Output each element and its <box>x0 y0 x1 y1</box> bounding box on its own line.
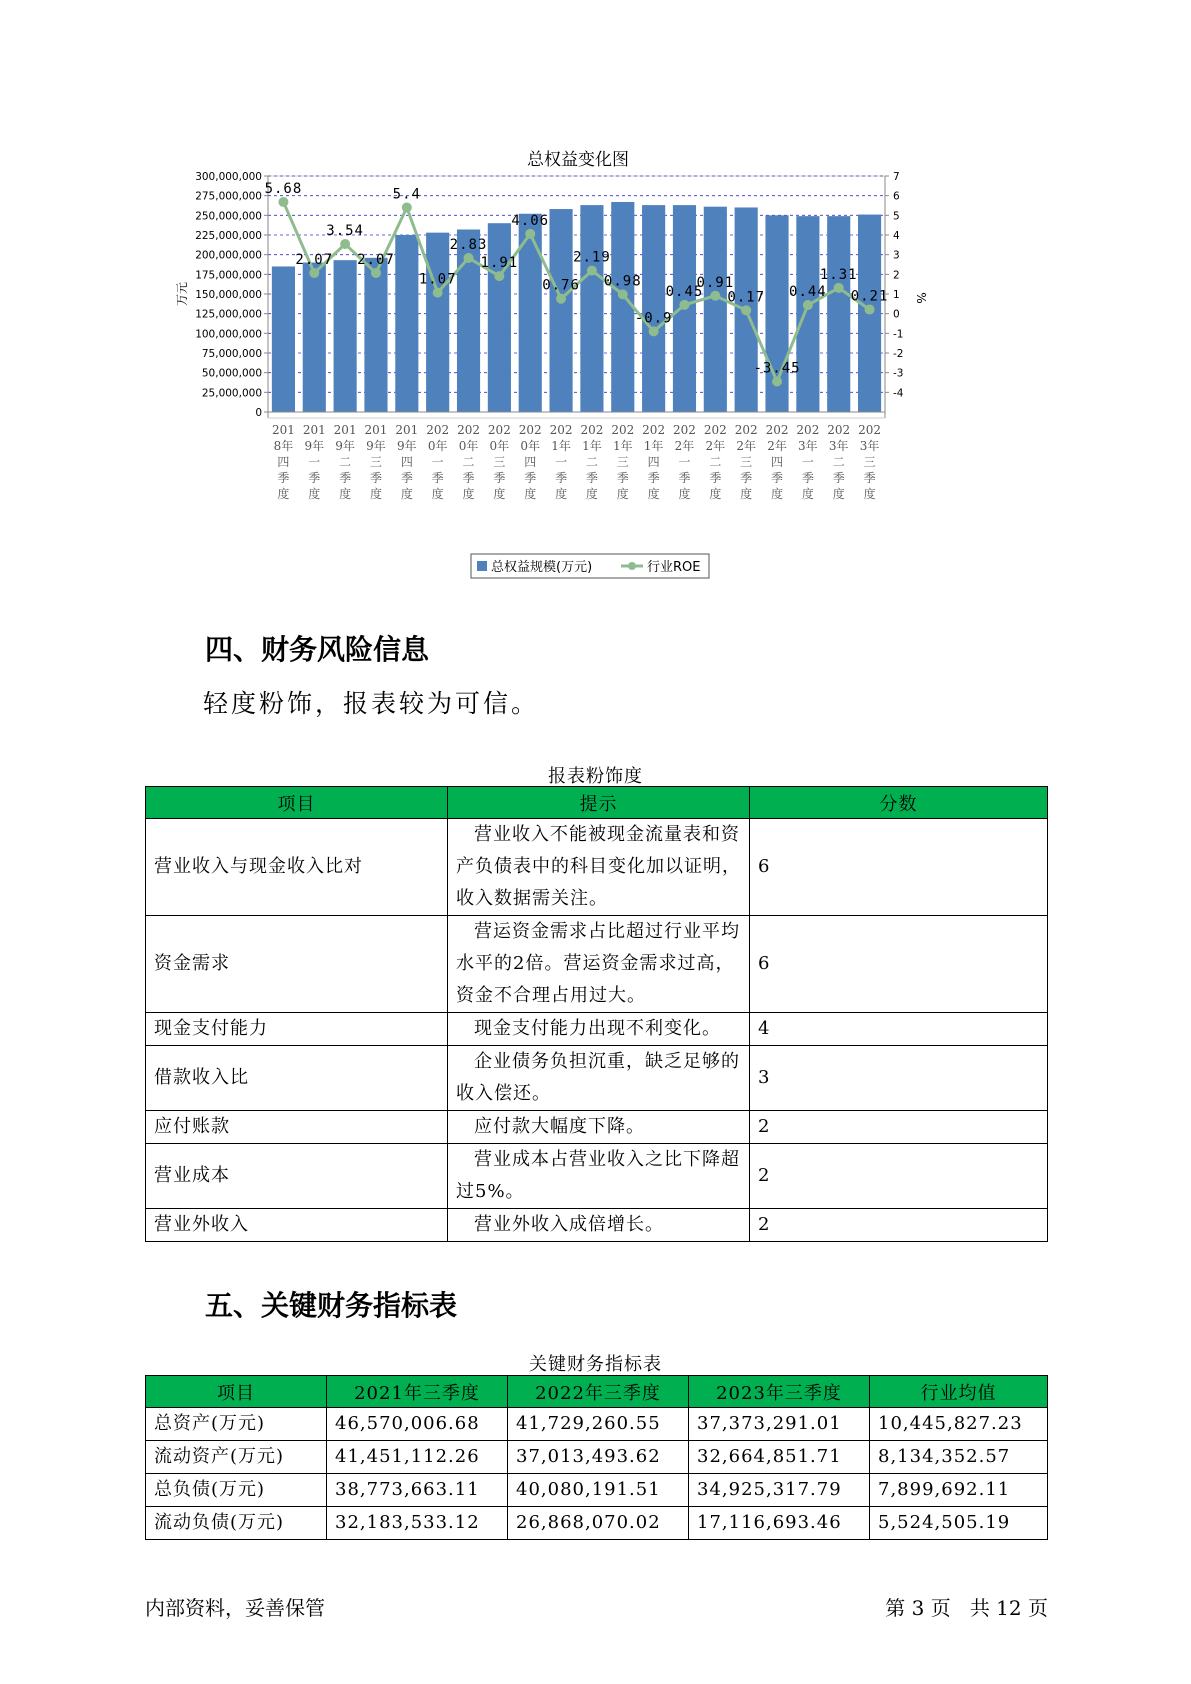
risk-header-score: 分数 <box>750 787 1048 819</box>
roe-data-label: 5.68 <box>264 180 303 197</box>
kpi-cell: 10,445,827.23 <box>870 1408 1048 1441</box>
left-tick-label: 75,000,000 <box>201 348 262 360</box>
x-tick-label: 9年 <box>366 439 386 453</box>
risk-hint: 营业成本占营业收入之比下降超过5%。 <box>448 1144 750 1209</box>
x-tick-label: 二 <box>709 455 722 469</box>
right-tick-label: -2 <box>893 348 904 360</box>
roe-point <box>772 377 782 387</box>
x-tick-label: 三 <box>369 455 382 469</box>
x-tick-label: 度 <box>462 487 475 501</box>
left-tick-label: 50,000,000 <box>201 367 262 380</box>
x-tick-label: 202 <box>487 423 511 437</box>
x-tick-label: 度 <box>616 487 629 501</box>
x-tick-label: 度 <box>400 487 413 501</box>
x-tick-label: 一 <box>801 455 814 469</box>
legend-swatch-bars <box>477 561 487 571</box>
x-tick-label: 0年 <box>458 439 479 453</box>
left-tick-label: 0 <box>255 407 262 419</box>
roe-data-label: 0.76 <box>542 277 580 294</box>
right-tick-label: 6 <box>893 190 900 203</box>
footer-confidential-note: 内部资料，妥善保管 <box>145 1596 325 1620</box>
roe-point <box>433 288 443 298</box>
x-tick-label: 202 <box>518 423 542 437</box>
roe-data-label: 2.19 <box>573 249 611 266</box>
x-tick-label: 一 <box>555 455 568 469</box>
x-tick-label: 3年 <box>828 439 849 453</box>
x-tick-label: 季 <box>431 471 444 485</box>
x-tick-label: 度 <box>647 487 660 501</box>
roe-point <box>834 283 844 293</box>
risk-item: 借款收入比 <box>146 1046 448 1111</box>
risk-hint: 营业收入不能被现金流量表和资产负债表中的科目变化加以证明，收入数据需关注。 <box>448 819 750 916</box>
x-tick-label: 季 <box>462 471 475 485</box>
x-tick-label: 2年 <box>705 439 726 453</box>
risk-table-header <box>146 787 1048 819</box>
x-tick-label: 季 <box>400 471 413 485</box>
roe-data-label: 0.17 <box>727 289 766 306</box>
chart-title: 总权益变化图 <box>527 150 629 170</box>
x-tick-label: 季 <box>678 471 691 485</box>
bar <box>364 258 387 412</box>
x-tick-label: 度 <box>832 487 845 501</box>
x-tick-label: 三 <box>863 455 876 469</box>
table-row <box>146 1441 1048 1474</box>
risk-header-item: 项目 <box>146 787 448 819</box>
legend-label-bars: 总权益规模(万元) <box>491 560 593 575</box>
x-tick-label: 度 <box>771 487 784 501</box>
x-tick-label: 3年 <box>798 439 818 453</box>
x-tick-label: 2年 <box>736 439 756 453</box>
x-tick-label: 季 <box>369 471 382 485</box>
legend-swatch-dot <box>628 562 636 570</box>
roe-point <box>556 294 566 304</box>
risk-item: 资金需求 <box>146 916 448 1013</box>
kpi-cell: 37,373,291.01 <box>689 1408 870 1441</box>
x-tick-label: 202 <box>858 423 882 437</box>
x-tick-label: 度 <box>709 487 722 501</box>
risk-item: 营业成本 <box>146 1144 448 1209</box>
left-tick-label: 200,000,000 <box>195 249 262 262</box>
roe-point <box>618 289 628 299</box>
left-tick-label: 300,000,000 <box>195 171 262 183</box>
x-tick-label: 季 <box>493 471 506 485</box>
risk-score: 6 <box>750 916 1048 1013</box>
roe-data-label: 0.44 <box>789 284 827 301</box>
x-tick-label: 202 <box>703 423 727 437</box>
x-tick-label: 202 <box>642 423 666 437</box>
x-tick-label: 202 <box>765 423 789 437</box>
x-tick-label: 季 <box>647 471 660 485</box>
x-tick-label: 度 <box>863 487 876 501</box>
left-tick-label: 25,000,000 <box>201 387 262 400</box>
roe-point <box>741 305 751 315</box>
roe-point <box>309 268 319 278</box>
risk-hint: 现金支付能力出现不利变化。 <box>448 1013 750 1046</box>
kpi-header-2021q3: 2021年三季度 <box>327 1376 508 1408</box>
x-tick-label: 季 <box>524 471 537 485</box>
right-tick-label: 2 <box>893 269 900 282</box>
kpi-cell: 32,183,533.12 <box>327 1507 508 1540</box>
kpi-cell: 41,451,112.26 <box>327 1441 508 1474</box>
x-tick-label: 四 <box>647 455 660 469</box>
x-tick-label: 季 <box>277 471 290 485</box>
left-tick-label: 250,000,000 <box>195 210 262 223</box>
x-tick-label: 202 <box>796 423 820 437</box>
right-tick-label: -4 <box>893 387 904 400</box>
right-tick-label: 3 <box>893 249 900 262</box>
roe-data-label: -0.9 <box>634 310 673 327</box>
risk-hint: 企业债务负担沉重，缺乏足够的收入偿还。 <box>448 1046 750 1111</box>
x-tick-label: 201 <box>395 423 419 437</box>
roe-point <box>649 326 659 336</box>
right-tick-label: 0 <box>893 308 900 321</box>
roe-data-label: 3.54 <box>326 223 364 240</box>
kpi-table <box>145 1375 1048 1540</box>
table-row <box>146 916 1048 1013</box>
x-tick-label: 8年 <box>273 439 294 453</box>
x-tick-label: 季 <box>339 471 352 485</box>
kpi-cell: 37,013,493.62 <box>508 1441 689 1474</box>
kpi-cell: 34,925,317.79 <box>689 1474 870 1507</box>
legend-label-line: 行业ROE <box>647 560 701 575</box>
x-tick-label: 三 <box>616 455 629 469</box>
bar <box>580 205 603 412</box>
section5-heading: 五、关键财务指标表 <box>205 1289 458 1322</box>
x-tick-label: 0年 <box>427 439 448 453</box>
x-tick-label: 202 <box>580 423 604 437</box>
table-row <box>146 819 1048 916</box>
left-axis-label: 万元 <box>175 281 189 307</box>
roe-point <box>865 305 875 315</box>
x-tick-label: 度 <box>801 487 814 501</box>
x-tick-label: 季 <box>832 471 845 485</box>
roe-data-label: 1.07 <box>418 271 457 288</box>
bar <box>796 216 819 412</box>
risk-hint: 应付款大幅度下降。 <box>448 1111 750 1144</box>
roe-point <box>803 300 813 310</box>
x-tick-label: 季 <box>585 471 598 485</box>
table-row <box>146 1013 1048 1046</box>
right-tick-label: 5 <box>893 210 900 223</box>
x-tick-label: 9年 <box>304 439 325 453</box>
x-tick-label: 202 <box>734 423 758 437</box>
x-tick-label: 季 <box>771 471 784 485</box>
x-tick-label: 202 <box>457 423 480 437</box>
bar <box>827 216 850 412</box>
x-tick-label: 季 <box>308 471 321 485</box>
kpi-cell: 8,134,352.57 <box>870 1441 1048 1474</box>
bar <box>272 266 295 412</box>
table-row <box>146 1474 1048 1507</box>
equity-chart <box>175 140 978 610</box>
kpi-cell: 5,524,505.19 <box>870 1507 1048 1540</box>
table-row <box>146 1111 1048 1144</box>
bar <box>642 205 665 412</box>
kpi-table-header <box>146 1376 1048 1408</box>
left-tick-label: 175,000,000 <box>195 269 262 282</box>
risk-score: 2 <box>750 1144 1048 1209</box>
x-tick-label: 202 <box>673 423 696 437</box>
x-tick-label: 四 <box>524 455 537 469</box>
roe-data-label: 2.07 <box>295 251 334 268</box>
roe-point <box>340 239 350 249</box>
x-tick-label: 四 <box>771 455 784 469</box>
roe-point <box>494 271 504 281</box>
roe-point <box>464 253 474 263</box>
footer-total-pages: 共 12 页 <box>969 1596 1048 1620</box>
x-tick-label: 0年 <box>489 439 510 453</box>
x-tick-label: 一 <box>308 455 321 469</box>
footer-current-page: 第 3 页 <box>885 1596 951 1620</box>
roe-data-label: 1.31 <box>819 266 858 283</box>
risk-header-hint: 提示 <box>448 787 750 819</box>
risk-item: 营业收入与现金收入比对 <box>146 819 448 916</box>
x-tick-label: 1年 <box>582 439 602 453</box>
x-tick-label: 度 <box>585 487 598 501</box>
right-tick-label: -3 <box>893 367 904 380</box>
roe-data-label: 5.4 <box>392 186 421 203</box>
footer-page-number <box>885 1592 1048 1621</box>
risk-hint: 营业外收入成倍增长。 <box>448 1209 750 1242</box>
risk-item: 现金支付能力 <box>146 1013 448 1046</box>
kpi-cell: 17,116,693.46 <box>689 1507 870 1540</box>
kpi-table-caption: 关键财务指标表 <box>529 1354 662 1375</box>
x-tick-label: 季 <box>863 471 876 485</box>
risk-score: 6 <box>750 819 1048 916</box>
kpi-cell: 32,664,851.71 <box>689 1441 870 1474</box>
risk-summary-text: 轻度粉饰，报表较为可信。 <box>203 689 540 718</box>
roe-point <box>371 268 381 278</box>
table-row <box>146 1408 1048 1441</box>
x-tick-label: 度 <box>524 487 537 501</box>
left-tick-label: 100,000,000 <box>195 328 262 341</box>
roe-point <box>679 300 689 310</box>
x-tick-label: 二 <box>462 455 475 469</box>
x-tick-label: 1年 <box>551 439 571 453</box>
roe-data-label: 0.91 <box>696 274 735 291</box>
right-axis-label: % <box>914 292 928 304</box>
right-tick-label: 4 <box>893 230 900 242</box>
x-tick-label: 二 <box>339 455 352 469</box>
kpi-cell: 40,080,191.51 <box>508 1474 689 1507</box>
x-tick-label: 季 <box>616 471 629 485</box>
x-tick-label: 三 <box>493 455 506 469</box>
left-tick-label: 225,000,000 <box>195 230 262 242</box>
x-tick-label: 二 <box>585 455 598 469</box>
kpi-cell: 总负债(万元) <box>146 1474 327 1507</box>
risk-score: 3 <box>750 1046 1048 1111</box>
risk-item: 营业外收入 <box>146 1209 448 1242</box>
x-tick-label: 度 <box>555 487 568 501</box>
x-tick-label: 度 <box>277 487 290 501</box>
x-tick-label: 季 <box>740 471 753 485</box>
x-tick-label: 201 <box>333 423 357 437</box>
x-tick-label: 度 <box>493 487 506 501</box>
kpi-header-industry-avg: 行业均值 <box>870 1376 1048 1408</box>
x-tick-label: 202 <box>549 423 573 437</box>
right-tick-label: 1 <box>893 289 900 301</box>
roe-data-label: 0.98 <box>603 273 642 290</box>
x-tick-label: 9年 <box>397 439 417 453</box>
roe-data-label: 1.91 <box>480 255 519 272</box>
table-row <box>146 1507 1048 1540</box>
kpi-cell: 38,773,663.11 <box>327 1474 508 1507</box>
bar <box>334 260 357 412</box>
kpi-cell: 46,570,006.68 <box>327 1408 508 1441</box>
table-row <box>146 1046 1048 1111</box>
x-tick-label: 202 <box>426 423 450 437</box>
risk-hint: 营运资金需求占比超过行业平均水平的2倍。营运资金需求过高，资金不合理占用过大。 <box>448 916 750 1013</box>
x-tick-label: 一 <box>678 455 691 469</box>
risk-score: 2 <box>750 1209 1048 1242</box>
table-row <box>146 1209 1048 1242</box>
x-tick-label: 一 <box>431 455 444 469</box>
roe-data-label: 2.83 <box>449 237 488 254</box>
risk-score: 4 <box>750 1013 1048 1046</box>
roe-point <box>278 197 288 207</box>
x-tick-label: 度 <box>369 487 382 501</box>
x-tick-label: 三 <box>740 455 753 469</box>
risk-item: 应付账款 <box>146 1111 448 1144</box>
x-tick-label: 度 <box>431 487 444 501</box>
x-tick-label: 二 <box>832 455 845 469</box>
x-tick-label: 3年 <box>859 439 880 453</box>
left-tick-label: 150,000,000 <box>195 289 262 301</box>
bar <box>611 202 634 412</box>
kpi-header-2023q3: 2023年三季度 <box>689 1376 870 1408</box>
table-row <box>146 1144 1048 1209</box>
risk-table <box>145 786 1048 1242</box>
kpi-header-item: 项目 <box>146 1376 327 1408</box>
roe-data-label: 0.21 <box>850 288 889 305</box>
x-tick-label: 四 <box>277 455 290 469</box>
roe-point <box>587 266 597 276</box>
kpi-cell: 总资产(万元) <box>146 1408 327 1441</box>
bar <box>395 235 418 412</box>
x-tick-label: 度 <box>339 487 352 501</box>
left-tick-label: 275,000,000 <box>195 190 262 203</box>
left-tick-label: 125,000,000 <box>195 308 262 321</box>
chart-plot <box>175 171 978 616</box>
roe-data-label: 4.06 <box>511 212 550 229</box>
kpi-cell: 41,729,260.55 <box>508 1408 689 1441</box>
risk-score: 2 <box>750 1111 1048 1144</box>
roe-data-label: 2.07 <box>357 251 395 268</box>
x-tick-label: 202 <box>611 423 635 437</box>
x-tick-label: 季 <box>801 471 814 485</box>
bar <box>704 207 727 412</box>
risk-table-caption: 报表粉饰度 <box>548 766 643 787</box>
roe-point <box>402 202 412 212</box>
x-tick-label: 季 <box>709 471 722 485</box>
bar <box>488 223 511 412</box>
kpi-header-2022q3: 2022年三季度 <box>508 1376 689 1408</box>
x-tick-label: 9年 <box>335 439 355 453</box>
roe-point <box>710 291 720 301</box>
x-tick-label: 度 <box>308 487 321 501</box>
x-tick-label: 202 <box>827 423 851 437</box>
kpi-cell: 流动资产(万元) <box>146 1441 327 1474</box>
right-tick-label: 7 <box>893 171 900 183</box>
roe-data-label: -3.45 <box>753 360 801 377</box>
roe-point <box>525 229 535 239</box>
bar <box>426 233 449 412</box>
section4-heading: 四、财务风险信息 <box>205 633 430 666</box>
x-tick-label: 0年 <box>520 439 541 453</box>
bar <box>303 263 326 412</box>
kpi-cell: 7,899,692.11 <box>870 1474 1048 1507</box>
x-tick-label: 201 <box>302 423 326 437</box>
roe-data-label: 0.45 <box>665 283 704 300</box>
x-tick-label: 度 <box>678 487 691 501</box>
x-tick-label: 1年 <box>612 439 633 453</box>
kpi-cell: 流动负债(万元) <box>146 1507 327 1540</box>
x-tick-label: 201 <box>271 423 295 437</box>
right-tick-label: -1 <box>893 328 904 341</box>
x-tick-label: 1年 <box>643 439 664 453</box>
x-tick-label: 度 <box>740 487 753 501</box>
x-tick-label: 2年 <box>674 439 695 453</box>
x-tick-label: 四 <box>400 455 413 469</box>
bar <box>550 209 573 412</box>
x-tick-label: 2年 <box>767 439 787 453</box>
kpi-cell: 26,868,070.02 <box>508 1507 689 1540</box>
x-tick-label: 季 <box>555 471 568 485</box>
x-tick-label: 201 <box>364 423 388 437</box>
